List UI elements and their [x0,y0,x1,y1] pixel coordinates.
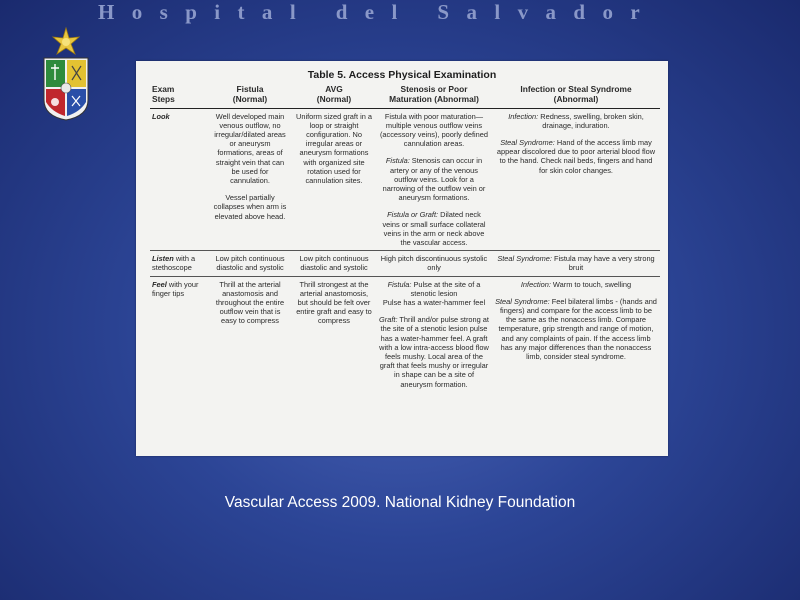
cell-paragraph: Graft: Thrill and/or pulse strong at the site of a stenotic lesion pulse has a water-hammer feel. A graft with a low intra-access blood flow feels mushy. Local area of the graft that feels mushy or irregular in shape can be a site of aneurysm formation. [379,315,489,389]
exam-step-cell: Listen with a stethoscope [150,251,208,276]
fistula-cell [208,251,292,276]
cell-paragraph: Steal Syndrome: Hand of the access limb may appear discolored due to poor arterial blood flow to the hand. Check nail beds, fingers and hand for skin color changes. [496,138,656,175]
cell-paragraph: Fistula with poor maturation—multiple venous outflow veins (accessory veins), poorly defined cannulation areas. [379,111,489,149]
cell-paragraph: High pitch discontinuous systolic only [380,254,488,273]
cell-paragraph: Infection: Warm to touch, swelling [520,279,632,289]
cell-paragraph: Fistula: Stenosis can occur in artery or any of the venous outflow veins. Look for a narrowing of the outflow vein or aneurysm formations. [382,156,486,203]
table-row [150,108,660,251]
cell-paragraph: Fistula: Pulse at the site of a stenotic lesion [387,279,481,298]
cell-paragraph: Vessel partially collapses when arm is elevated above head. [213,193,287,221]
stenosis-cell [376,251,492,276]
infection-cell [492,251,660,276]
infection-cell [492,108,660,251]
avg-cell: Uniform sized graft in a loop or straight configuration. No irregular areas or aneurysm formations with organized site rotation used for cannulation sites. [292,108,376,251]
fistula-cell [208,276,292,392]
header-title: Hospital del Salvador [98,0,658,24]
column-header: Exam Steps [150,83,208,108]
table-header-row [150,83,660,108]
table-image-panel [136,61,668,456]
column-header: Infection or Steal Syndrome (Abnormal) [492,83,660,108]
cell-paragraph: Pulse has a water-hammer feel [382,298,486,308]
cell-paragraph: Well developed main venous outflow, no irregular/dilated areas or aneurysm formations, areas of straight vein that can be used for cannulation. [214,111,286,186]
exam-step-cell: Look [150,108,208,251]
stenosis-cell [376,108,492,251]
table-title: Table 5. Access Physical Examination [307,69,497,81]
university-crest-icon [40,26,92,122]
infection-cell [492,276,660,392]
table-body [150,108,660,392]
table-row [150,276,660,392]
avg-cell: Thrill strongest at the arterial anastomosis, but should be felt over entire graft and easy to compress [296,279,372,326]
fistula-cell [208,108,292,251]
cell-paragraph: Low pitch continuous diastolic and systolic [215,254,285,273]
cell-paragraph: Steal Syndrome: Fistula may have a very strong bruit [497,254,655,273]
slide-caption: Vascular Access 2009. National Kidney Foundation [224,494,576,511]
column-header: Fistula (Normal) [208,83,292,108]
column-header: Stenosis or Poor Maturation (Abnormal) [376,83,492,108]
table-row [150,251,660,276]
cell-paragraph: Thrill at the arterial anastomosis and throughout the entire outflow vein that is easy to compress [215,279,285,326]
cell-paragraph: Steal Syndrome: Feel bilateral limbs - (hands and fingers) and compare for the access limb to be the same as the nonaccess limb. Compare temperature, grip strength and range of motion, and any complaints of pain. If the access limb has any major differences than the nonaccess limb, consider steal syndrome. [495,296,657,362]
column-header: AVG (Normal) [292,83,376,108]
cell-paragraph: Infection: Redness, swelling, broken skin, drainage, induration. [508,111,644,130]
exam-step-cell: Feel with your finger tips [152,279,199,298]
stenosis-cell [376,276,492,392]
exam-table [150,83,660,392]
avg-cell: Low pitch continuous diastolic and systolic [292,251,376,276]
cell-paragraph: Fistula or Graft: Dilated neck veins or small surface collateral veins in the arm or neck above the vascular access. [382,210,486,248]
